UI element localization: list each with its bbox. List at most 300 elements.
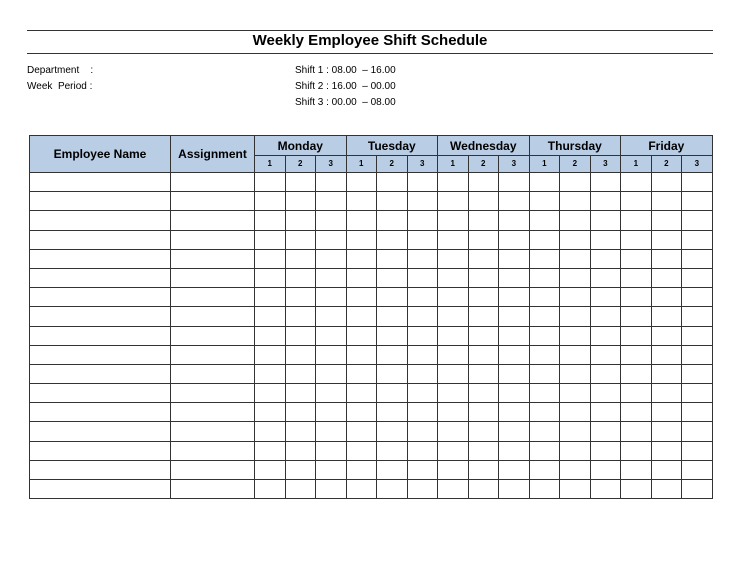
shift-cell[interactable] <box>651 268 682 287</box>
shift-cell[interactable] <box>529 403 560 422</box>
shift-cell[interactable] <box>346 460 377 479</box>
shift-cell[interactable] <box>590 480 621 499</box>
shift-cell[interactable] <box>407 422 438 441</box>
shift-cell[interactable] <box>499 230 530 249</box>
shift-cell[interactable] <box>499 307 530 326</box>
employee-name-cell[interactable] <box>30 173 171 192</box>
shift-cell[interactable] <box>499 403 530 422</box>
assignment-cell[interactable] <box>171 441 255 460</box>
shift-cell[interactable] <box>438 288 469 307</box>
shift-cell[interactable] <box>255 192 286 211</box>
shift-cell[interactable] <box>621 230 652 249</box>
shift-cell[interactable] <box>316 480 347 499</box>
shift-cell[interactable] <box>621 384 652 403</box>
shift-cell[interactable] <box>651 345 682 364</box>
shift-cell[interactable] <box>438 345 469 364</box>
shift-cell[interactable] <box>590 441 621 460</box>
shift-cell[interactable] <box>651 326 682 345</box>
shift-cell[interactable] <box>560 345 591 364</box>
shift-cell[interactable] <box>346 441 377 460</box>
shift-cell[interactable] <box>316 403 347 422</box>
employee-name-cell[interactable] <box>30 211 171 230</box>
shift-cell[interactable] <box>621 460 652 479</box>
shift-cell[interactable] <box>651 249 682 268</box>
shift-cell[interactable] <box>560 249 591 268</box>
shift-cell[interactable] <box>407 211 438 230</box>
shift-cell[interactable] <box>316 422 347 441</box>
shift-cell[interactable] <box>407 403 438 422</box>
assignment-cell[interactable] <box>171 384 255 403</box>
shift-cell[interactable] <box>621 307 652 326</box>
shift-cell[interactable] <box>468 326 499 345</box>
employee-name-cell[interactable] <box>30 326 171 345</box>
assignment-cell[interactable] <box>171 288 255 307</box>
shift-cell[interactable] <box>529 441 560 460</box>
assignment-cell[interactable] <box>171 249 255 268</box>
shift-cell[interactable] <box>468 403 499 422</box>
shift-cell[interactable] <box>255 173 286 192</box>
shift-cell[interactable] <box>590 345 621 364</box>
shift-cell[interactable] <box>560 422 591 441</box>
shift-cell[interactable] <box>682 364 713 383</box>
assignment-cell[interactable] <box>171 173 255 192</box>
shift-cell[interactable] <box>255 384 286 403</box>
title-rule <box>27 53 713 54</box>
shift-cell[interactable] <box>621 480 652 499</box>
shift-cell[interactable] <box>529 173 560 192</box>
assignment-cell[interactable] <box>171 345 255 364</box>
shift-cell[interactable] <box>377 345 408 364</box>
shift-cell[interactable] <box>529 326 560 345</box>
employee-name-cell[interactable] <box>30 441 171 460</box>
shift-cell[interactable] <box>346 249 377 268</box>
table-row <box>30 268 713 287</box>
shift-cell[interactable] <box>651 307 682 326</box>
shift-cell[interactable] <box>560 288 591 307</box>
shift-cell[interactable] <box>499 211 530 230</box>
shift-cell[interactable] <box>346 480 377 499</box>
employee-name-cell[interactable] <box>30 288 171 307</box>
shift-cell[interactable] <box>438 268 469 287</box>
employee-name-cell[interactable] <box>30 480 171 499</box>
shift-cell[interactable] <box>346 403 377 422</box>
shift-cell[interactable] <box>499 364 530 383</box>
shift-cell[interactable] <box>682 288 713 307</box>
shift-cell[interactable] <box>285 326 316 345</box>
shift-cell[interactable] <box>438 326 469 345</box>
shift-cell[interactable] <box>529 192 560 211</box>
shift-cell[interactable] <box>346 307 377 326</box>
shift-cell[interactable] <box>621 173 652 192</box>
shift-cell[interactable] <box>377 288 408 307</box>
shift-cell[interactable] <box>255 403 286 422</box>
shift-cell[interactable] <box>316 384 347 403</box>
shift-cell[interactable] <box>407 268 438 287</box>
shift-cell[interactable] <box>682 249 713 268</box>
shift-cell[interactable] <box>285 460 316 479</box>
shift-cell[interactable] <box>682 230 713 249</box>
shift-cell[interactable] <box>529 384 560 403</box>
shift-cell[interactable] <box>285 211 316 230</box>
shift-cell[interactable] <box>621 249 652 268</box>
shift-cell[interactable] <box>407 249 438 268</box>
table-row <box>30 230 713 249</box>
shift-cell[interactable] <box>377 364 408 383</box>
table-row <box>30 441 713 460</box>
assignment-cell[interactable] <box>171 192 255 211</box>
shift-cell[interactable] <box>529 288 560 307</box>
shift-cell[interactable] <box>285 192 316 211</box>
shift-cell[interactable] <box>590 249 621 268</box>
shift-cell[interactable] <box>316 364 347 383</box>
shift-cell[interactable] <box>499 326 530 345</box>
shift-cell[interactable] <box>407 364 438 383</box>
shift-cell[interactable] <box>346 173 377 192</box>
shift-cell[interactable] <box>529 268 560 287</box>
shift-cell[interactable] <box>651 422 682 441</box>
shift-cell[interactable] <box>438 364 469 383</box>
shift-cell[interactable] <box>346 192 377 211</box>
employee-name-cell[interactable] <box>30 230 171 249</box>
shift-cell[interactable] <box>468 460 499 479</box>
shift-cell[interactable] <box>468 249 499 268</box>
shift-cell[interactable] <box>621 192 652 211</box>
shift-cell[interactable] <box>468 345 499 364</box>
assignment-cell[interactable] <box>171 326 255 345</box>
shift-cell[interactable] <box>255 288 286 307</box>
shift-number-header: 2 <box>468 156 499 173</box>
assignment-cell[interactable] <box>171 403 255 422</box>
shift-cell[interactable] <box>316 460 347 479</box>
shift-cell[interactable] <box>499 192 530 211</box>
shift-cell[interactable] <box>377 403 408 422</box>
shift-cell[interactable] <box>529 345 560 364</box>
shift-cell[interactable] <box>255 345 286 364</box>
shift-cell[interactable] <box>285 230 316 249</box>
shift-cell[interactable] <box>407 307 438 326</box>
assignment-cell[interactable] <box>171 230 255 249</box>
table-row <box>30 422 713 441</box>
shift-cell[interactable] <box>621 422 652 441</box>
shift-cell[interactable] <box>560 384 591 403</box>
shift-cell[interactable] <box>407 326 438 345</box>
shift-cell[interactable] <box>621 268 652 287</box>
shift-cell[interactable] <box>285 173 316 192</box>
schedule-body <box>30 173 713 499</box>
shift-cell[interactable] <box>377 173 408 192</box>
shift-cell[interactable] <box>560 403 591 422</box>
shift-cell[interactable] <box>255 422 286 441</box>
shift-cell[interactable] <box>529 307 560 326</box>
shift-cell[interactable] <box>651 480 682 499</box>
employee-name-cell[interactable] <box>30 403 171 422</box>
shift-cell[interactable] <box>590 403 621 422</box>
shift-cell[interactable] <box>346 326 377 345</box>
shift-cell[interactable] <box>377 326 408 345</box>
shift-cell[interactable] <box>407 345 438 364</box>
shift-cell[interactable] <box>590 268 621 287</box>
assignment-cell[interactable] <box>171 211 255 230</box>
shift-cell[interactable] <box>407 480 438 499</box>
shift-cell[interactable] <box>255 364 286 383</box>
shift-cell[interactable] <box>285 307 316 326</box>
shift-cell[interactable] <box>316 192 347 211</box>
shift-cell[interactable] <box>377 422 408 441</box>
shift-cell[interactable] <box>499 422 530 441</box>
shift-cell[interactable] <box>651 403 682 422</box>
assignment-cell[interactable] <box>171 422 255 441</box>
shift-cell[interactable] <box>438 441 469 460</box>
shift-cell[interactable] <box>560 307 591 326</box>
shift-cell[interactable] <box>316 326 347 345</box>
shift-cell[interactable] <box>621 403 652 422</box>
shift-cell[interactable] <box>468 268 499 287</box>
shift-cell[interactable] <box>316 249 347 268</box>
shift-3-label: Shift 3 : 00.00 – 08.00 <box>295 97 396 108</box>
shift-cell[interactable] <box>468 441 499 460</box>
shift-cell[interactable] <box>621 211 652 230</box>
shift-cell[interactable] <box>316 307 347 326</box>
shift-cell[interactable] <box>285 288 316 307</box>
shift-cell[interactable] <box>682 326 713 345</box>
shift-cell[interactable] <box>651 460 682 479</box>
shift-cell[interactable] <box>377 480 408 499</box>
shift-cell[interactable] <box>621 288 652 307</box>
shift-cell[interactable] <box>621 364 652 383</box>
shift-cell[interactable] <box>438 173 469 192</box>
shift-cell[interactable] <box>468 288 499 307</box>
shift-cell[interactable] <box>499 345 530 364</box>
shift-number-header: 1 <box>529 156 560 173</box>
shift-cell[interactable] <box>438 403 469 422</box>
assignment-cell[interactable] <box>171 307 255 326</box>
shift-cell[interactable] <box>377 460 408 479</box>
shift-cell[interactable] <box>438 307 469 326</box>
shift-cell[interactable] <box>682 173 713 192</box>
shift-cell[interactable] <box>285 268 316 287</box>
shift-cell[interactable] <box>377 307 408 326</box>
shift-cell[interactable] <box>255 268 286 287</box>
employee-name-cell[interactable] <box>30 268 171 287</box>
shift-cell[interactable] <box>255 480 286 499</box>
shift-cell[interactable] <box>468 192 499 211</box>
shift-cell[interactable] <box>560 192 591 211</box>
assignment-cell[interactable] <box>171 460 255 479</box>
shift-cell[interactable] <box>682 268 713 287</box>
employee-name-cell[interactable] <box>30 345 171 364</box>
shift-cell[interactable] <box>407 384 438 403</box>
shift-cell[interactable] <box>255 230 286 249</box>
shift-cell[interactable] <box>682 384 713 403</box>
shift-cell[interactable] <box>529 422 560 441</box>
shift-cell[interactable] <box>621 345 652 364</box>
shift-cell[interactable] <box>407 192 438 211</box>
shift-cell[interactable] <box>651 211 682 230</box>
shift-cell[interactable] <box>560 211 591 230</box>
shift-cell[interactable] <box>590 364 621 383</box>
shift-cell[interactable] <box>468 364 499 383</box>
shift-cell[interactable] <box>285 384 316 403</box>
shift-cell[interactable] <box>529 480 560 499</box>
shift-cell[interactable] <box>316 441 347 460</box>
shift-cell[interactable] <box>316 211 347 230</box>
shift-cell[interactable] <box>407 230 438 249</box>
shift-cell[interactable] <box>590 288 621 307</box>
shift-cell[interactable] <box>468 480 499 499</box>
shift-cell[interactable] <box>346 384 377 403</box>
shift-cell[interactable] <box>438 480 469 499</box>
shift-cell[interactable] <box>438 384 469 403</box>
shift-cell[interactable] <box>590 307 621 326</box>
shift-cell[interactable] <box>651 288 682 307</box>
shift-cell[interactable] <box>377 230 408 249</box>
employee-name-cell[interactable] <box>30 422 171 441</box>
employee-name-cell[interactable] <box>30 384 171 403</box>
shift-cell[interactable] <box>438 211 469 230</box>
shift-cell[interactable] <box>346 230 377 249</box>
shift-cell[interactable] <box>560 230 591 249</box>
shift-cell[interactable] <box>407 441 438 460</box>
shift-cell[interactable] <box>682 403 713 422</box>
shift-cell[interactable] <box>682 192 713 211</box>
shift-cell[interactable] <box>285 249 316 268</box>
employee-name-cell[interactable] <box>30 460 171 479</box>
shift-cell[interactable] <box>499 480 530 499</box>
shift-cell[interactable] <box>590 230 621 249</box>
shift-cell[interactable] <box>560 173 591 192</box>
shift-cell[interactable] <box>468 384 499 403</box>
shift-cell[interactable] <box>590 192 621 211</box>
shift-cell[interactable] <box>255 326 286 345</box>
shift-cell[interactable] <box>590 211 621 230</box>
shift-cell[interactable] <box>682 211 713 230</box>
shift-cell[interactable] <box>682 345 713 364</box>
shift-cell[interactable] <box>438 230 469 249</box>
shift-cell[interactable] <box>407 460 438 479</box>
shift-cell[interactable] <box>346 211 377 230</box>
shift-cell[interactable] <box>651 441 682 460</box>
shift-cell[interactable] <box>468 230 499 249</box>
shift-cell[interactable] <box>499 441 530 460</box>
shift-cell[interactable] <box>285 422 316 441</box>
shift-cell[interactable] <box>346 288 377 307</box>
assignment-cell[interactable] <box>171 480 255 499</box>
shift-cell[interactable] <box>560 326 591 345</box>
shift-cell[interactable] <box>590 173 621 192</box>
shift-cell[interactable] <box>438 249 469 268</box>
shift-cell[interactable] <box>346 422 377 441</box>
shift-cell[interactable] <box>285 441 316 460</box>
shift-cell[interactable] <box>346 364 377 383</box>
shift-cell[interactable] <box>621 441 652 460</box>
table-row <box>30 307 713 326</box>
shift-cell[interactable] <box>682 480 713 499</box>
shift-cell[interactable] <box>468 422 499 441</box>
shift-cell[interactable] <box>468 173 499 192</box>
assignment-cell[interactable] <box>171 268 255 287</box>
shift-cell[interactable] <box>590 384 621 403</box>
shift-cell[interactable] <box>560 460 591 479</box>
shift-cell[interactable] <box>499 249 530 268</box>
shift-cell[interactable] <box>255 307 286 326</box>
shift-cell[interactable] <box>377 441 408 460</box>
shift-cell[interactable] <box>377 249 408 268</box>
shift-cell[interactable] <box>682 441 713 460</box>
shift-cell[interactable] <box>438 192 469 211</box>
shift-cell[interactable] <box>316 173 347 192</box>
shift-cell[interactable] <box>377 384 408 403</box>
shift-cell[interactable] <box>316 288 347 307</box>
shift-cell[interactable] <box>682 422 713 441</box>
shift-cell[interactable] <box>316 268 347 287</box>
employee-name-cell[interactable] <box>30 192 171 211</box>
shift-cell[interactable] <box>499 268 530 287</box>
shift-cell[interactable] <box>651 192 682 211</box>
shift-cell[interactable] <box>651 384 682 403</box>
shift-cell[interactable] <box>468 307 499 326</box>
shift-cell[interactable] <box>529 230 560 249</box>
shift-cell[interactable] <box>285 403 316 422</box>
shift-cell[interactable] <box>682 307 713 326</box>
shift-cell[interactable] <box>621 326 652 345</box>
shift-cell[interactable] <box>560 268 591 287</box>
shift-cell[interactable] <box>499 460 530 479</box>
shift-cell[interactable] <box>529 249 560 268</box>
shift-cell[interactable] <box>255 441 286 460</box>
shift-cell[interactable] <box>438 422 469 441</box>
employee-name-cell[interactable] <box>30 249 171 268</box>
shift-cell[interactable] <box>438 460 469 479</box>
shift-cell[interactable] <box>468 211 499 230</box>
shift-cell[interactable] <box>651 230 682 249</box>
shift-cell[interactable] <box>255 211 286 230</box>
shift-number-header: 2 <box>560 156 591 173</box>
shift-cell[interactable] <box>529 460 560 479</box>
shift-cell[interactable] <box>499 288 530 307</box>
shift-cell[interactable] <box>377 211 408 230</box>
employee-name-cell[interactable] <box>30 307 171 326</box>
shift-cell[interactable] <box>255 460 286 479</box>
shift-cell[interactable] <box>590 326 621 345</box>
shift-cell[interactable] <box>316 345 347 364</box>
shift-cell[interactable] <box>560 364 591 383</box>
shift-cell[interactable] <box>529 364 560 383</box>
shift-cell[interactable] <box>651 364 682 383</box>
shift-cell[interactable] <box>285 480 316 499</box>
assignment-cell[interactable] <box>171 364 255 383</box>
shift-cell[interactable] <box>255 249 286 268</box>
shift-cell[interactable] <box>285 345 316 364</box>
shift-cell[interactable] <box>529 211 560 230</box>
shift-cell[interactable] <box>346 268 377 287</box>
shift-cell[interactable] <box>377 268 408 287</box>
shift-cell[interactable] <box>651 173 682 192</box>
employee-name-cell[interactable] <box>30 364 171 383</box>
shift-cell[interactable] <box>499 384 530 403</box>
shift-cell[interactable] <box>407 288 438 307</box>
shift-cell[interactable] <box>377 192 408 211</box>
shift-cell[interactable] <box>560 480 591 499</box>
shift-cell[interactable] <box>346 345 377 364</box>
shift-cell[interactable] <box>560 441 591 460</box>
shift-cell[interactable] <box>316 230 347 249</box>
shift-cell[interactable] <box>407 173 438 192</box>
shift-cell[interactable] <box>590 422 621 441</box>
shift-cell[interactable] <box>682 460 713 479</box>
shift-cell[interactable] <box>499 173 530 192</box>
shift-cell[interactable] <box>285 364 316 383</box>
shift-cell[interactable] <box>590 460 621 479</box>
